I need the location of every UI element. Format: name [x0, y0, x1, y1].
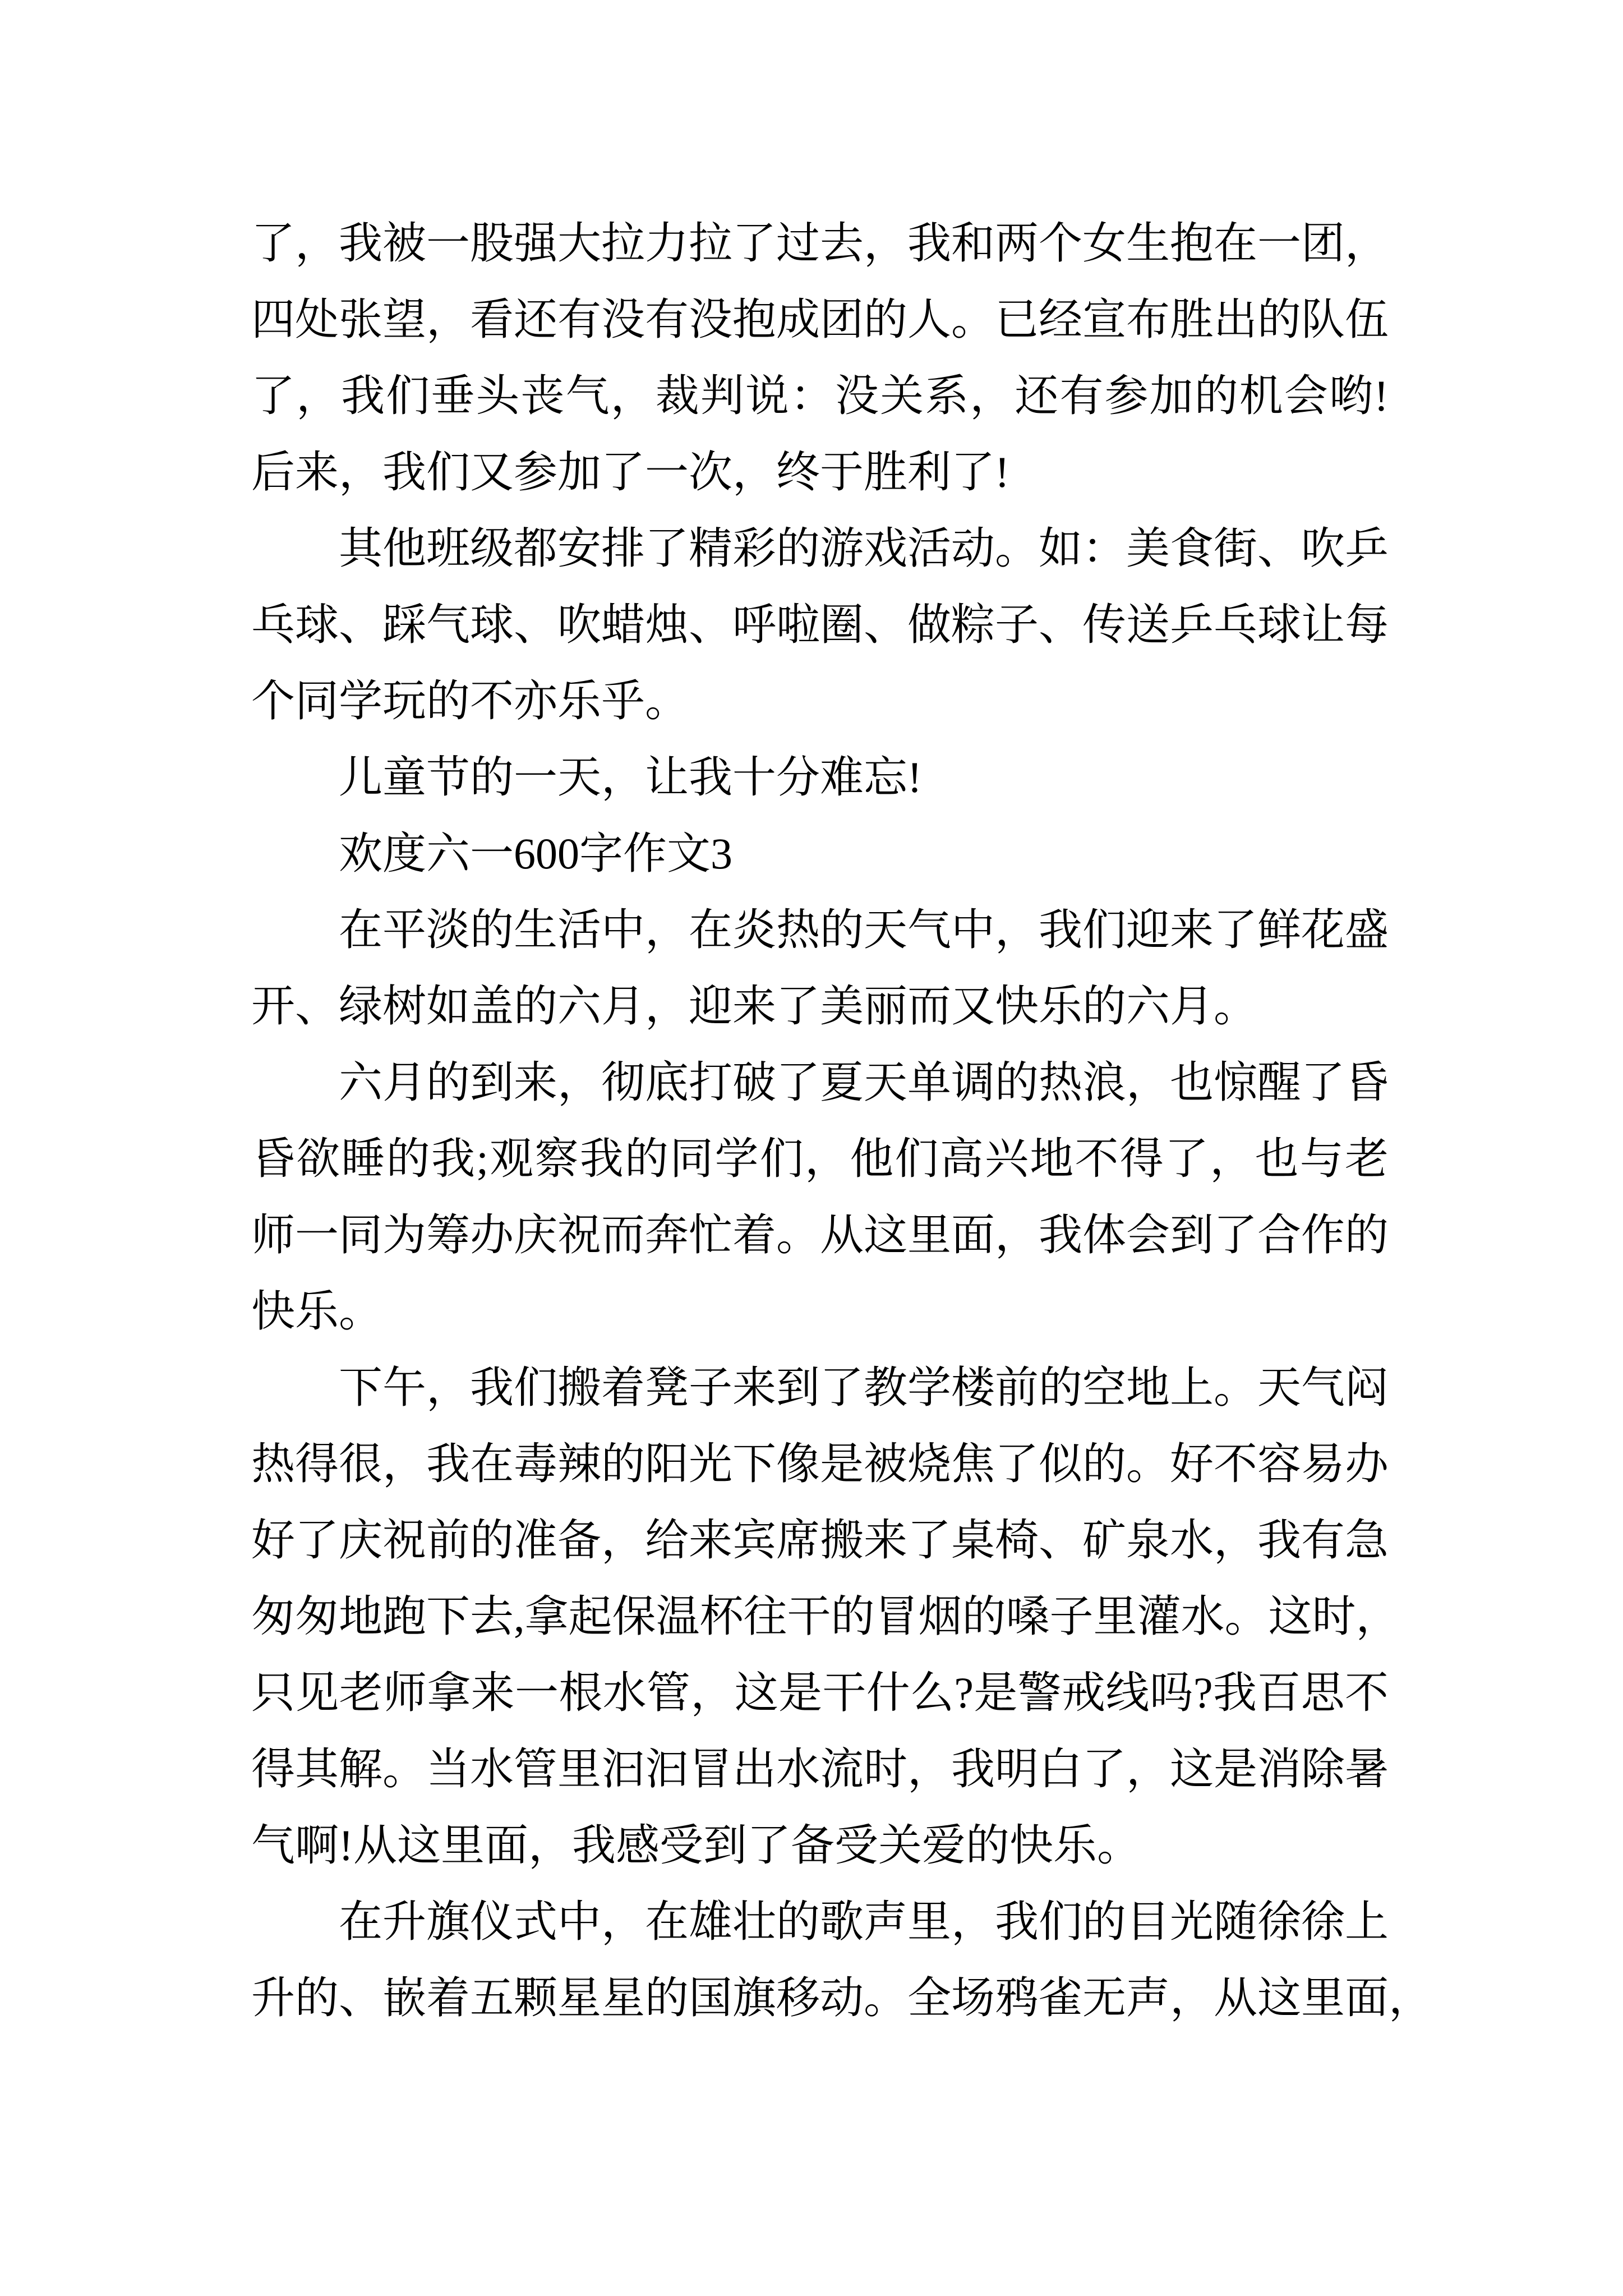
- text-line-24: 升的、嵌着五颗星星的国旗移动。全场鸦雀无声，从这里面，: [251, 1973, 1433, 2022]
- essay-text-block: [251, 205, 1433, 2036]
- text-line-12: 六月的到来，彻底打破了夏天单调的热浪，也惊醒了昏: [339, 1058, 1389, 1107]
- text-line-14: 师一同为筹办庆祝而奔忙着。从这里面，我体会到了合作的: [251, 1211, 1389, 1259]
- text-line-7: 个同学玩的不亦乐乎。: [251, 677, 689, 725]
- text-line-23: 在升旗仪式中，在雄壮的歌声里，我们的目光随徐徐上: [339, 1897, 1389, 1946]
- text-line-5: 其他班级都安排了精彩的游戏活动。如：美食街、吹乒: [339, 524, 1389, 573]
- text-line-17: 热得很，我在毒辣的阳光下像是被烧焦了似的。好不容易办: [251, 1439, 1389, 1488]
- text-line-1: 了，我被一股强大拉力拉了过去，我和两个女生抱在一团，: [251, 219, 1389, 268]
- text-line-18: 好了庆祝前的准备，给来宾席搬来了桌椅、矿泉水，我有急: [251, 1516, 1389, 1565]
- text-line-16: 下午，我们搬着凳子来到了教学楼前的空地上。天气闷: [339, 1363, 1389, 1412]
- text-line-15: 快乐。: [251, 1287, 383, 1336]
- text-line-4: 后来，我们又参加了一次，终于胜利了!: [251, 448, 1009, 496]
- text-line-10: 在平淡的生活中，在炎热的天气中，我们迎来了鲜花盛: [339, 905, 1389, 954]
- text-line-6: 乓球、踩气球、吹蜡烛、呼啦圈、做粽子、传送乒乓球让每: [251, 600, 1389, 649]
- text-line-19: 匆匆地跑下去,拿起保温杯往干的冒烟的嗓子里灌水。这时，: [251, 1592, 1400, 1641]
- text-line-20: 只见老师拿来一根水管，这是干什么?是警戒线吗?我百思不: [251, 1668, 1389, 1717]
- text-line-21: 得其解。当水管里汩汩冒出水流时，我明白了，这是消除暑: [251, 1745, 1389, 1793]
- text-line-9-section-heading: 欢度六一600字作文3: [339, 829, 733, 878]
- text-line-3: 了，我们垂头丧气，裁判说：没关系，还有参加的机会哟!: [251, 371, 1389, 420]
- text-line-11: 开、绿树如盖的六月，迎来了美丽而又快乐的六月。: [251, 982, 1258, 1030]
- text-line-2: 四处张望，看还有没有没抱成团的人。已经宣布胜出的队伍: [251, 295, 1389, 344]
- text-line-8: 儿童节的一天，让我十分难忘!: [339, 753, 922, 802]
- text-line-13: 昏欲睡的我;观察我的同学们，他们高兴地不得了，也与老: [251, 1134, 1389, 1183]
- text-line-22: 气啊!从这里面，我感受到了备受关爱的快乐。: [251, 1821, 1141, 1870]
